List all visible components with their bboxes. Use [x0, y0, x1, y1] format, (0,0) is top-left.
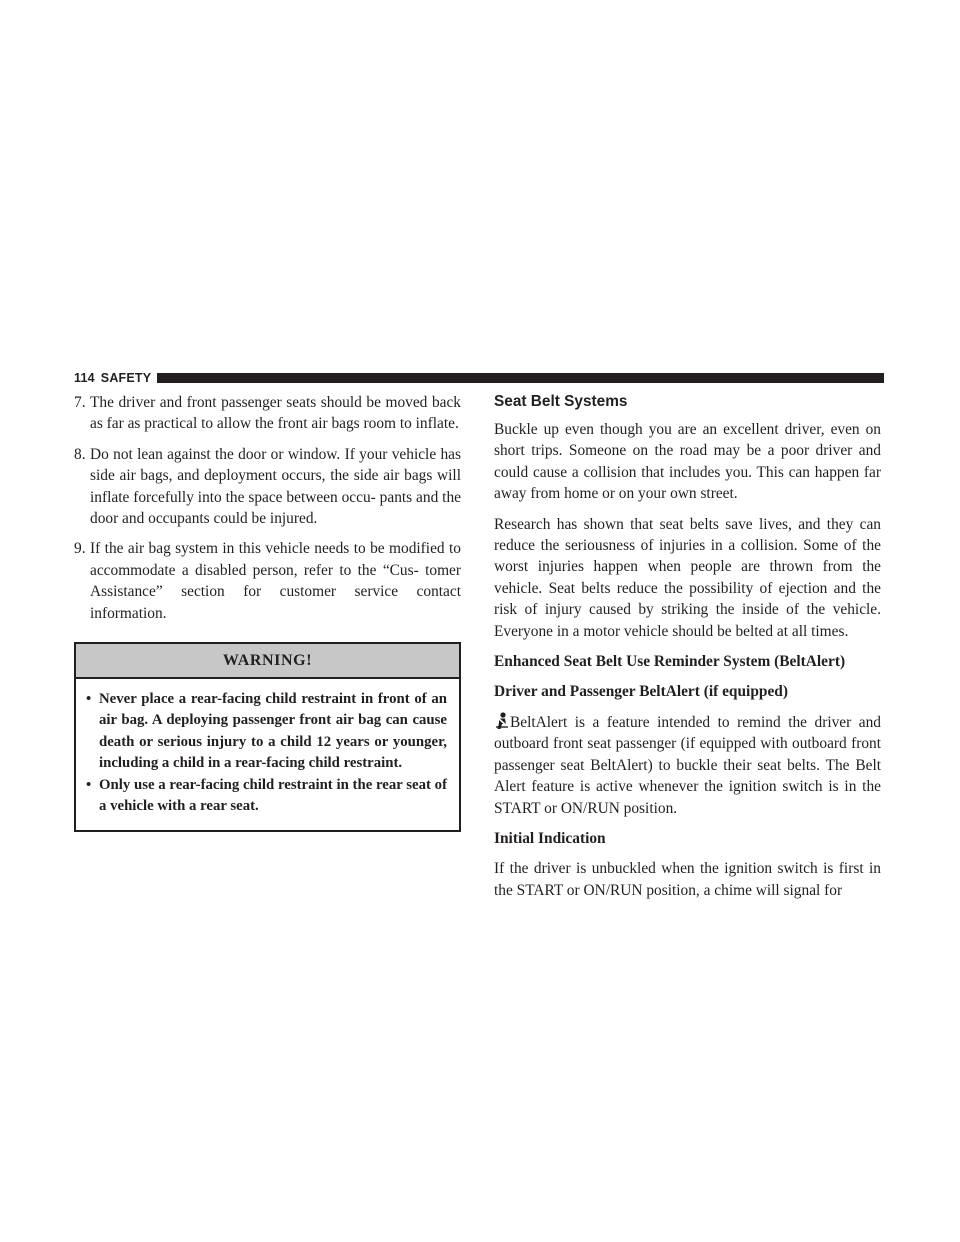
warning-title: WARNING! — [76, 644, 459, 679]
list-number: 8. — [74, 445, 86, 463]
subheading-initial-indication: Initial Indication — [494, 829, 606, 847]
section-title: SAFETY — [100, 371, 152, 385]
list-text: Do not lean against the door or window. If your vehicle has side air bags, and deployment occurs, the side air bags will inflate forcefully into the space between occu- pants and the door and occupants could be injured. — [90, 445, 461, 528]
paragraph: Research has shown that seat belts save lives, and they can reduce the seriousness of injuries in a collision. Some of the worst injuries happen when people are thrown from the vehicle. Seat belts reduce the possibility of ejection and the risk of injury caused by striking the inside of the vehicle. Everyone in a motor vehicle should be belted at all times. — [494, 515, 881, 640]
subheading-driver-passenger: Driver and Passenger BeltAlert (if equipped) — [494, 683, 788, 701]
warning-box — [74, 642, 461, 831]
right-column — [494, 392, 881, 910]
warning-body — [76, 679, 459, 829]
list-item — [74, 444, 461, 530]
paragraph-text: BeltAlert is a feature intended to remind the driver and outboard front seat passenger (if equipped with outboard front passenger seat BeltAlert) to buckle their seat belts. The Belt Alert feature is active whenever the ignition switch is in the START or ON/RUN position. — [494, 713, 881, 817]
warning-item-text: Only use a rear-facing child restraint in the rear seat of a vehicle with a rear seat. — [99, 776, 447, 815]
left-column — [74, 392, 461, 832]
list-number: 9. — [74, 540, 86, 558]
bullet-icon: • — [86, 776, 92, 793]
page-number: 114 — [74, 371, 95, 385]
paragraph: If the driver is unbuckled when the ignition switch is first in the START or ON/RUN position, a chime will signal for — [494, 860, 881, 899]
seat-belt-reminder-icon — [494, 712, 510, 730]
page-header — [74, 369, 884, 387]
subheading-beltalert: Enhanced Seat Belt Use Reminder System (BeltAlert) — [494, 653, 846, 671]
section-heading: Seat Belt Systems — [494, 393, 628, 410]
warning-item — [86, 775, 447, 818]
header-rule — [157, 373, 884, 383]
numbered-list — [74, 392, 461, 624]
paragraph-beltalert — [494, 712, 881, 819]
list-number: 7. — [74, 394, 86, 411]
list-text: The driver and front passenger seats should be moved back as far as practical to allow the front air bags room to inflate. — [90, 394, 461, 433]
list-item — [74, 538, 461, 624]
list-text: If the air bag system in this vehicle needs to be modified to accommodate a disabled person, refer to the “Cus- tomer Assistance” section for customer service contact information. — [90, 540, 461, 622]
bullet-icon: • — [86, 691, 92, 708]
warning-item — [86, 689, 447, 775]
list-item — [74, 392, 461, 435]
paragraph: Buckle up even though you are an excellent driver, even on short trips. Someone on the road may be a poor driver and could cause a collision that includes you. This can happen far away from home or on your own street. — [494, 421, 881, 503]
warning-item-text: Never place a rear-facing child restraint in front of an air bag. A deploying passenger front air bag can cause death or serious injury to a child 12 years or younger, including a child in a rear-facing child restraint. — [99, 691, 447, 772]
